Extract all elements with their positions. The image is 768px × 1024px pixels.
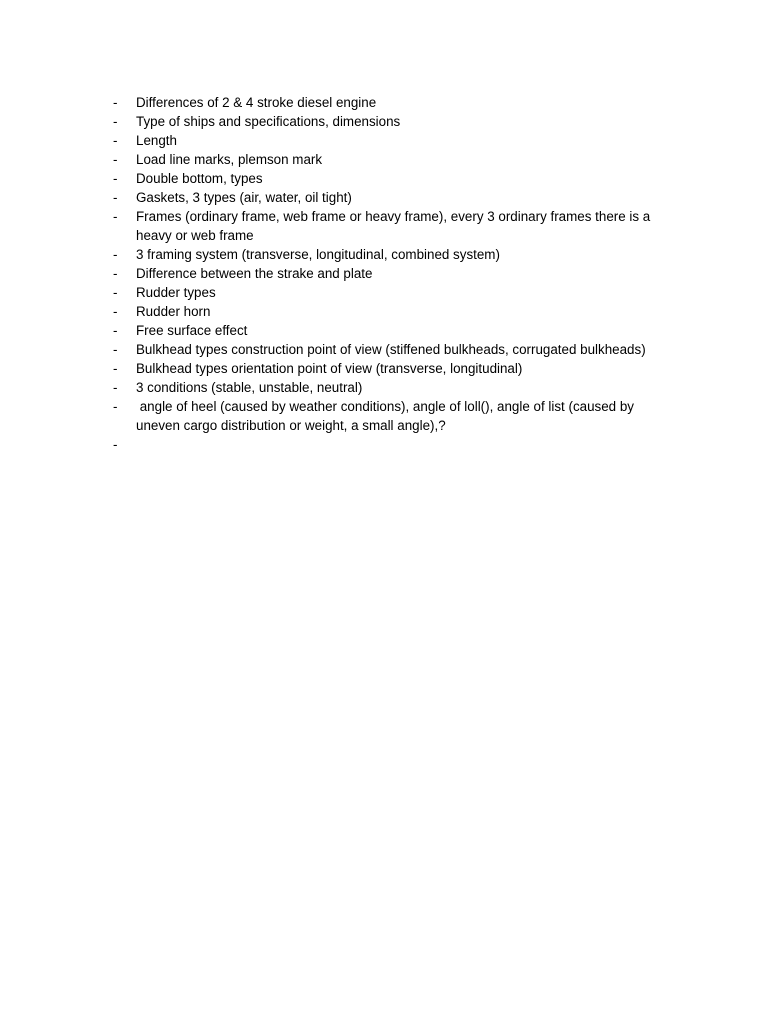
list-item-text: Type of ships and specifications, dimensions	[136, 114, 401, 129]
list-item-text: Differences of 2 & 4 stroke diesel engine	[136, 95, 377, 110]
list-item	[113, 359, 673, 378]
list-item	[113, 131, 673, 150]
list-item	[113, 321, 673, 340]
bullet-dash: -	[113, 437, 118, 452]
list-item-text: Difference between the strake and plate	[136, 266, 373, 281]
list-item-text: angle of heel (caused by weather conditions), angle of loll(), angle of list (caused by uneven cargo distribution or weight, a small angle),?	[136, 399, 634, 433]
bullet-dash: -	[113, 114, 118, 129]
list-item	[113, 283, 673, 302]
bullet-dash: -	[113, 361, 118, 376]
list-item-empty	[113, 435, 673, 454]
bullet-dash: -	[113, 133, 118, 148]
list-item	[113, 397, 673, 435]
list-item-text: Length	[136, 133, 177, 148]
list-item	[113, 112, 673, 131]
list-item	[113, 188, 673, 207]
bullet-dash: -	[113, 266, 118, 281]
list-item	[113, 169, 673, 188]
list-item-text: Bulkhead types construction point of view (stiffened bulkheads, corrugated bulkheads)	[136, 342, 646, 357]
list-item	[113, 378, 673, 397]
list-item-text: Bulkhead types orientation point of view (transverse, longitudinal)	[136, 361, 523, 376]
list-item-text: Load line marks, plemson mark	[136, 152, 323, 167]
list-item-text: Double bottom, types	[136, 171, 263, 186]
list-item-text: Frames (ordinary frame, web frame or heavy frame), every 3 ordinary frames there is a heavy or web frame	[136, 209, 651, 243]
list-item	[113, 245, 673, 264]
list-item	[113, 302, 673, 321]
list-item-text: Gaskets, 3 types (air, water, oil tight)	[136, 190, 352, 205]
bullet-dash: -	[113, 285, 118, 300]
list-item-text: Rudder horn	[136, 304, 211, 319]
bullet-dash: -	[113, 190, 118, 205]
bullet-dash: -	[113, 399, 118, 414]
bullet-dash: -	[113, 342, 118, 357]
list-item	[113, 264, 673, 283]
list-item-text: Free surface effect	[136, 323, 248, 338]
bullet-list	[113, 93, 673, 454]
bullet-dash: -	[113, 304, 118, 319]
list-item-text: 3 conditions (stable, unstable, neutral)	[136, 380, 363, 395]
bullet-dash: -	[113, 247, 118, 262]
bullet-dash: -	[113, 209, 118, 224]
list-item	[113, 150, 673, 169]
list-item	[113, 340, 673, 359]
list-item-text: 3 framing system (transverse, longitudinal, combined system)	[136, 247, 500, 262]
bullet-dash: -	[113, 152, 118, 167]
bullet-dash: -	[113, 380, 118, 395]
list-item	[113, 93, 673, 112]
bullet-dash: -	[113, 171, 118, 186]
bullet-dash: -	[113, 323, 118, 338]
list-item	[113, 207, 673, 245]
bullet-dash: -	[113, 95, 118, 110]
list-item-text: Rudder types	[136, 285, 216, 300]
